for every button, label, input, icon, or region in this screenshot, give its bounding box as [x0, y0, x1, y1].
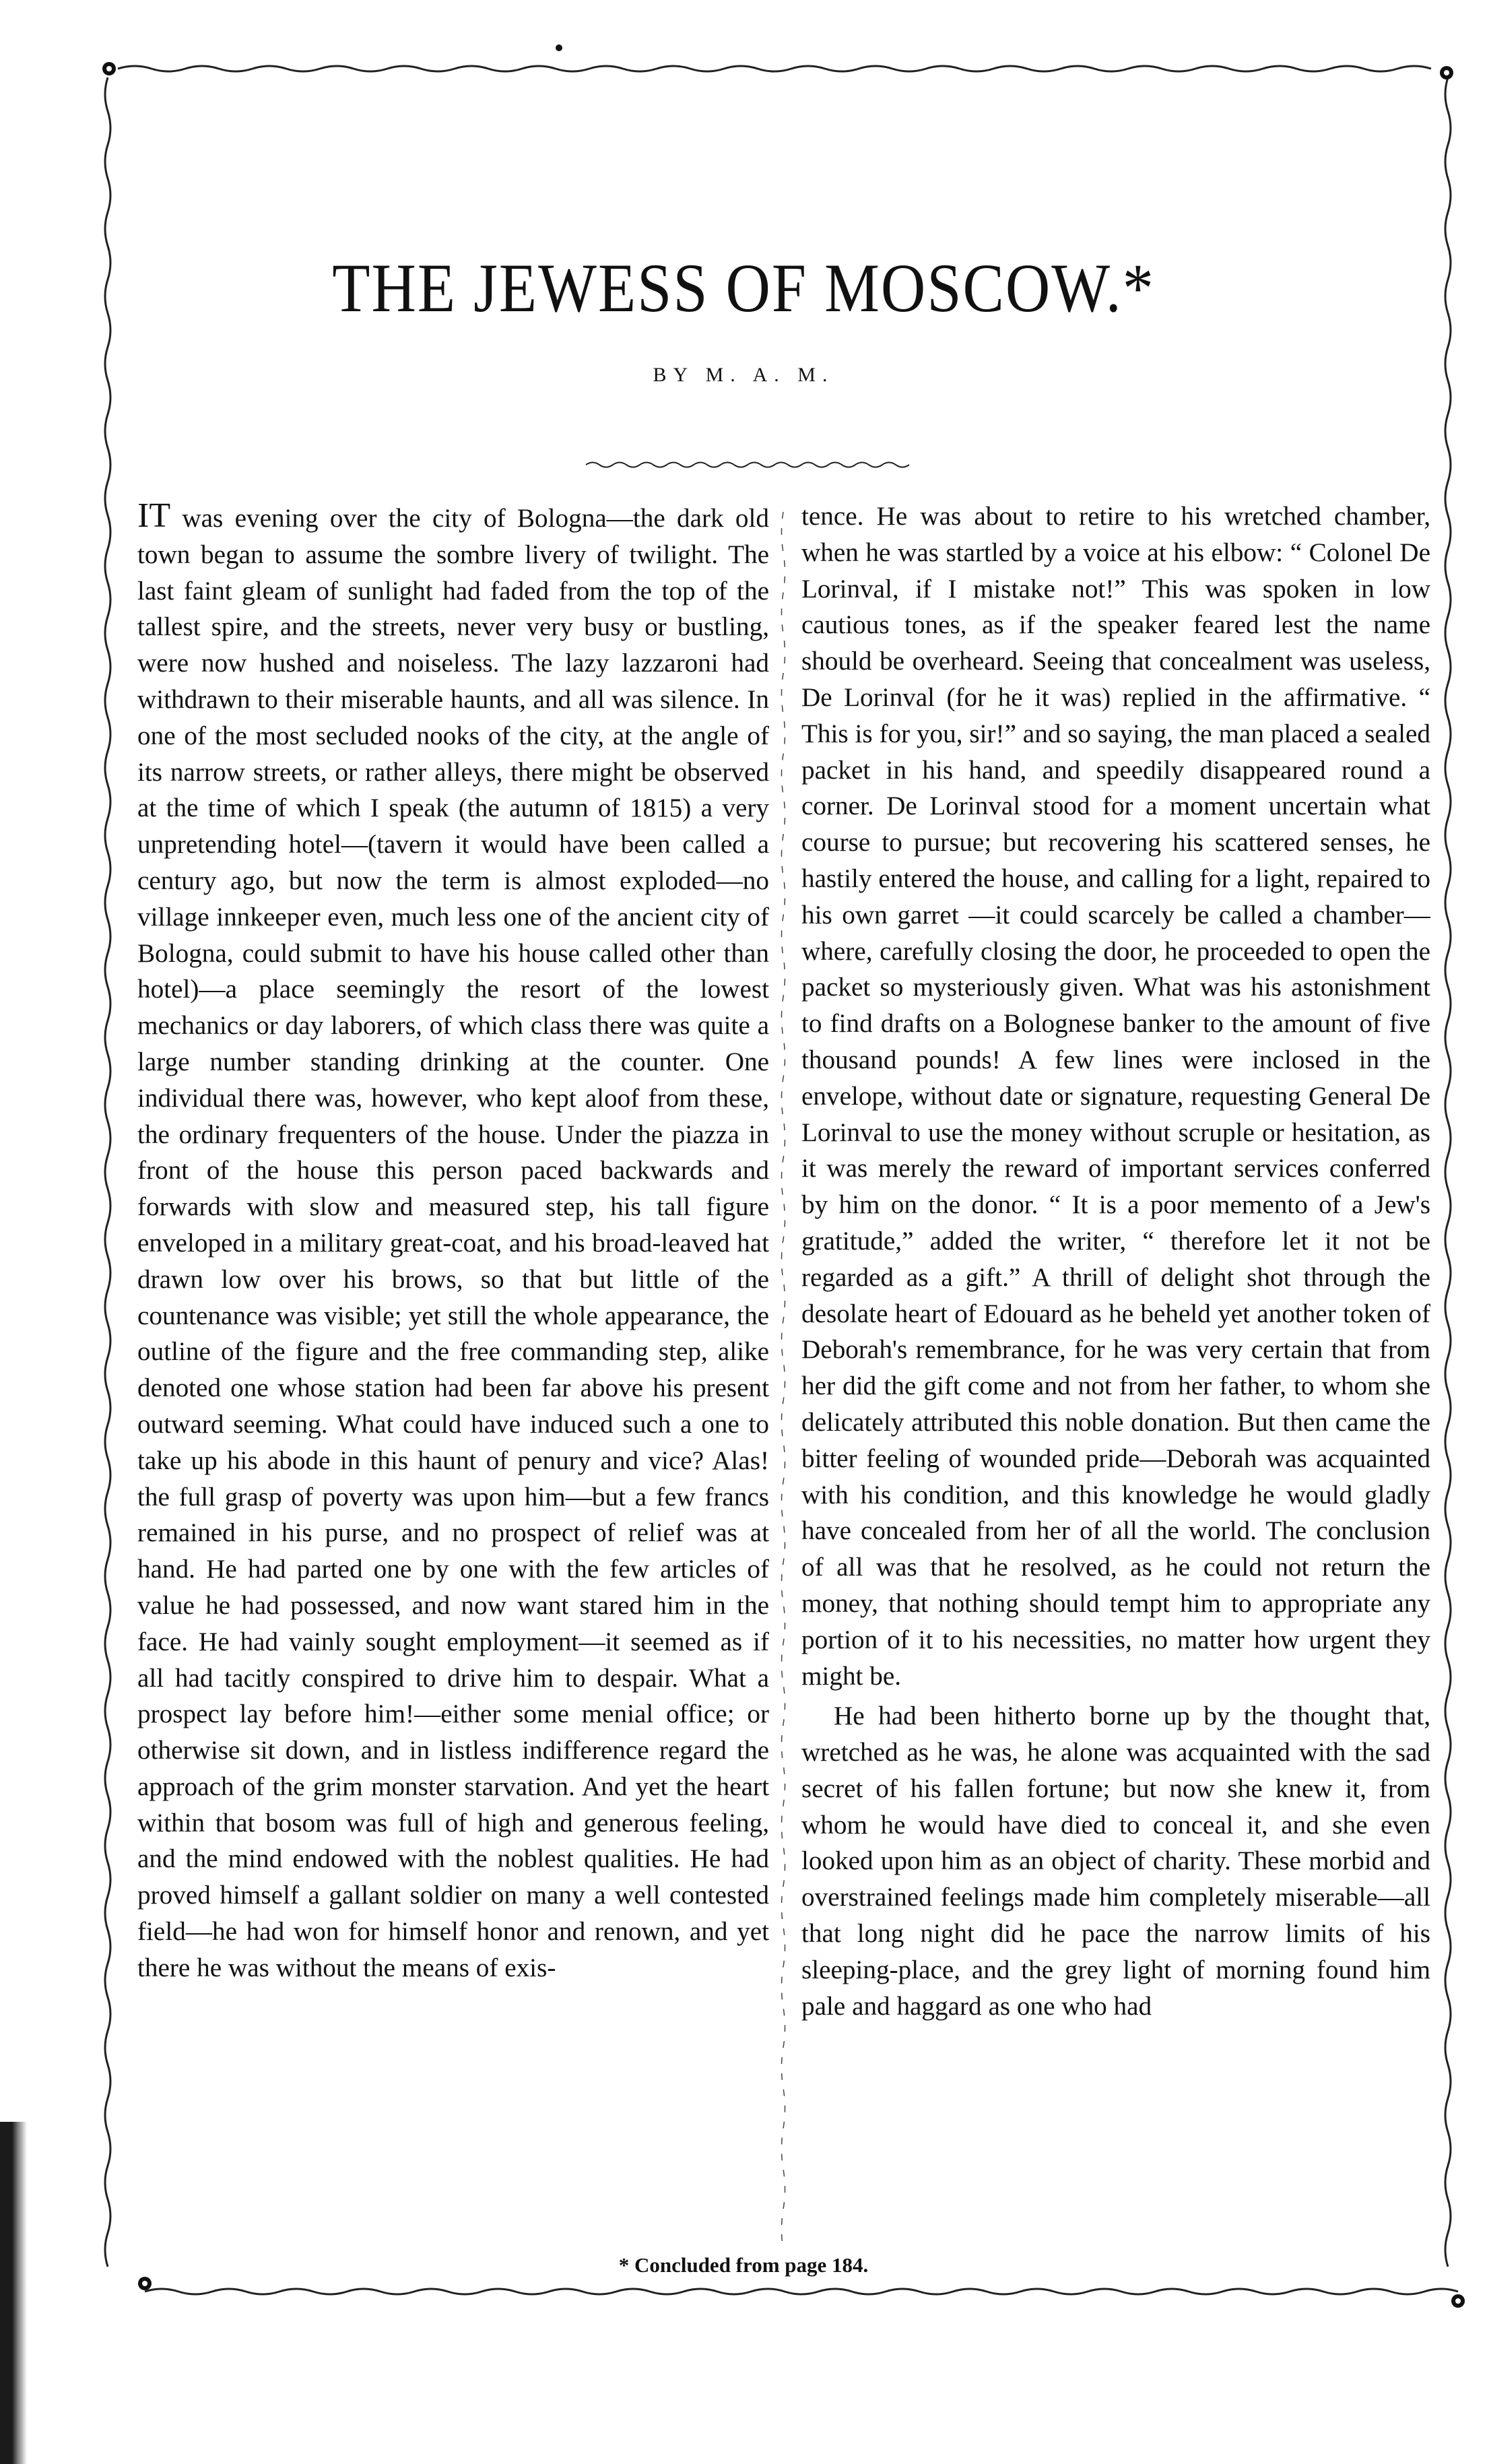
ornament-rule [586, 463, 909, 467]
left-column-paragraph [137, 498, 769, 1986]
right-column-paragraph-1: tence. He was about to retire to his wretched chamber, when he was startled by a voice at his elbow: “ Colonel De Lorinval, if I mistake not!” This was spoken in low cautious tones, as if the speaker feared lest the name should be overheard. Seeing that concealment was useless, De Lorinval (for he it was) replied in the affirmative. “ This is for you, sir!” and so saying, the man placed a sealed packet in his hand, and speedily disappeared round a corner. De Lorinval stood for a moment uncertain what course to pursue; but recovering his scattered senses, he hastily entered the house, and calling for a light, repaired to his own garret —it could scarcely be called a chamber—where, carefully closing the door, he proceeded to open the packet so mysteriously given. What was his astonishment to find drafts on a Bolognese banker to the amount of five thousand pounds! A few lines were inclosed in the envelope, without date or signature, requesting General De Lorinval to use the money without scruple or hesitation, as it was merely the reward of important services conferred by him on the donor. “ It is a poor memento of a Jew's gratitude,” added the writer, “ therefore let it not be regarded as a gift.” A thrill of delight shot through the desolate heart of Edouard as he beheld yet another token of Deborah's remembrance, for he was very certain that from her did the gift come and not from her father, to whom she delicately attributed this noble donation. But then came the bitter feeling of wounded pride—Deborah was acquainted with his condition, and this knowledge he would gladly have concealed from her of all the world. The conclusion of all was that he resolved, as he could not return the money, that nothing should tempt him to appropriate any portion of it to his necessities, no matter how urgent they might be. [801, 502, 1430, 1691]
right-column [801, 498, 1430, 2250]
article-title: THE JEWESS OF MOSCOW.* [332, 249, 1155, 327]
border-right [1445, 77, 1451, 2267]
footnote: * Concluded from page 184. [618, 2253, 869, 2277]
border-bottom [145, 2289, 1458, 2294]
column-separator [782, 512, 785, 2250]
border-top [118, 66, 1431, 71]
left-column-text: was evening over the city of Bologna—the dark old town began to assume the sombre livery of twilight. The last faint gleam of sunlight had faded from the top of the tallest spire, and the streets, never very busy or bustling, were now hushed and noiseless. The lazy lazzaroni had withdrawn to their miserable haunts, and all was silence. In one of the most secluded nooks of the city, at the angle of its narrow streets, or rather alleys, there might be observed at the time of which I speak (the autumn of 1815) a very unpretending hotel—(tavern it would have been called a century ago, but now the term is almost exploded—no village innkeeper even, much less one of the ancient city of Bologna, could submit to have his house called other than hotel)—a place seemingly the resort of the lowest mechanics or day laborers, of which class there was quite a large number standing drinking at the counter. One individual there was, however, who kept aloof from these, the ordinary frequenters of the house. Under the piazza in front of the house this person paced backwards and forwards with slow and measured step, his tall figure enveloped in a military great-coat, and his broad-leaved hat drawn low over his brows, so that but little of the countenance was visible; yet still the whole appearance, the outline of the figure and the free commanding step, alike denoted one whose station had been far above his present outward seeming. What could have induced such a one to take up his abode in this haunt of penury and vice? Alas! the full grasp of poverty was upon him—but a few francs remained in his purse, and no prospect of relief was at hand. He had parted one by one with the few articles of value he had possessed, and now want stared him in the face. He had vainly sought employment—it seemed as if all had tacitly conspired to drive him to despair. What a prospect lay before him!—either some menial office; or otherwise sit down, and in listless indifference regard the approach of the grim monster starvation. And yet the heart within that bosom was full of high and generous feeling, and the mind endowed with the noblest qualities. He had proved himself a gallant soldier on many a well contested field—he had won for himself honor and renown, and yet there he was without the means of exis- [137, 504, 769, 1982]
right-column-paragraph-2: He had been hitherto borne up by the thought that, wretched as he was, he alone was acquainted with the sad secret of his fallen fortune; but now she knew it, from whom he would have died to conceal it, and she even looked upon him as an object of charity. These morbid and overstrained feelings made him completely miserable—all that long night did he pace the narrow limits of his sleeping-place, and the grey light of morning found him pale and haggard as one who had [801, 1701, 1430, 2021]
border-left [105, 77, 110, 2267]
ink-speck [556, 44, 562, 51]
drop-cap: IT [137, 498, 171, 535]
byline: BY M. A. M. [653, 364, 834, 386]
left-column [137, 498, 769, 2250]
